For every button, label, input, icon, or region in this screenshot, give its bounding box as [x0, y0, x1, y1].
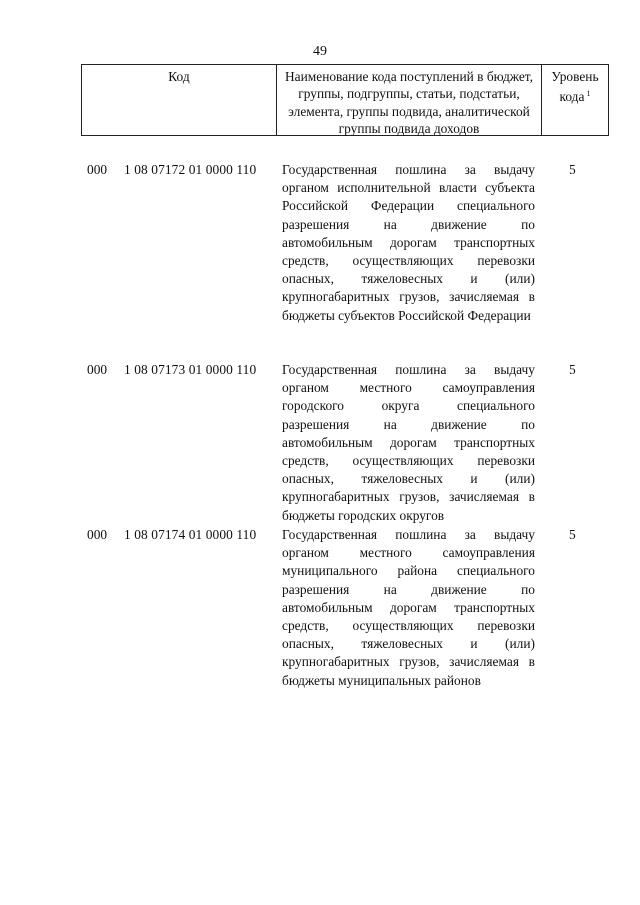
row-level: 5	[569, 362, 576, 377]
header-name-cell	[277, 65, 542, 135]
row-admin-code: 000	[87, 527, 108, 542]
header-level-cell	[542, 65, 608, 135]
header-level-label: Уровень кода	[551, 69, 599, 105]
table-header	[81, 64, 609, 136]
row-admin-code: 000	[87, 162, 108, 177]
row-level: 5	[569, 527, 576, 542]
row-income-name: Государственная пошлина за выдачу органом местного самоуправления городского округа специального разрешения на движение по автомобильным дорогам транспортных средств, осуществляющих перевозки опасных, тяжеловесных и (или) крупногабаритных грузов, зачисляемая в бюджеты городских округов	[282, 362, 535, 523]
row-income-name: Государственная пошлина за выдачу органом исполнительной власти субъекта Российской Федерации специального разрешения на движение по автомобильным дорогам транспортных средств, осуществляющих перевозки опасных, тяжеловесных и (или) крупногабаритных грузов, зачисляемая в бюджеты субъектов Российской Федерации	[282, 162, 535, 323]
page-number: 49	[313, 44, 327, 59]
row-income-name: Государственная пошлина за выдачу органом местного самоуправления муниципального района специального разрешения на движение по автомобильным дорогам транспортных средств, осуществляющих перевозки опасных, тяжеловесных и (или) крупногабаритных грузов, зачисляемая в бюджеты муниципальных районов	[282, 527, 535, 688]
header-code-label: Код	[168, 69, 190, 84]
row-admin-code: 000	[87, 362, 108, 377]
row-income-code: 1 08 07174 01 0000 110	[124, 527, 257, 542]
header-code-cell	[82, 65, 277, 135]
row-income-code: 1 08 07172 01 0000 110	[124, 162, 257, 177]
header-name-label: Наименование кода поступлений в бюджет, группы, подгруппы, статьи, подстатьи, элемента, группы подвида, аналитической группы подвида доходов	[285, 69, 533, 137]
footnote-marker: 1	[586, 89, 591, 99]
row-level: 5	[569, 162, 576, 177]
row-income-code: 1 08 07173 01 0000 110	[124, 362, 257, 377]
